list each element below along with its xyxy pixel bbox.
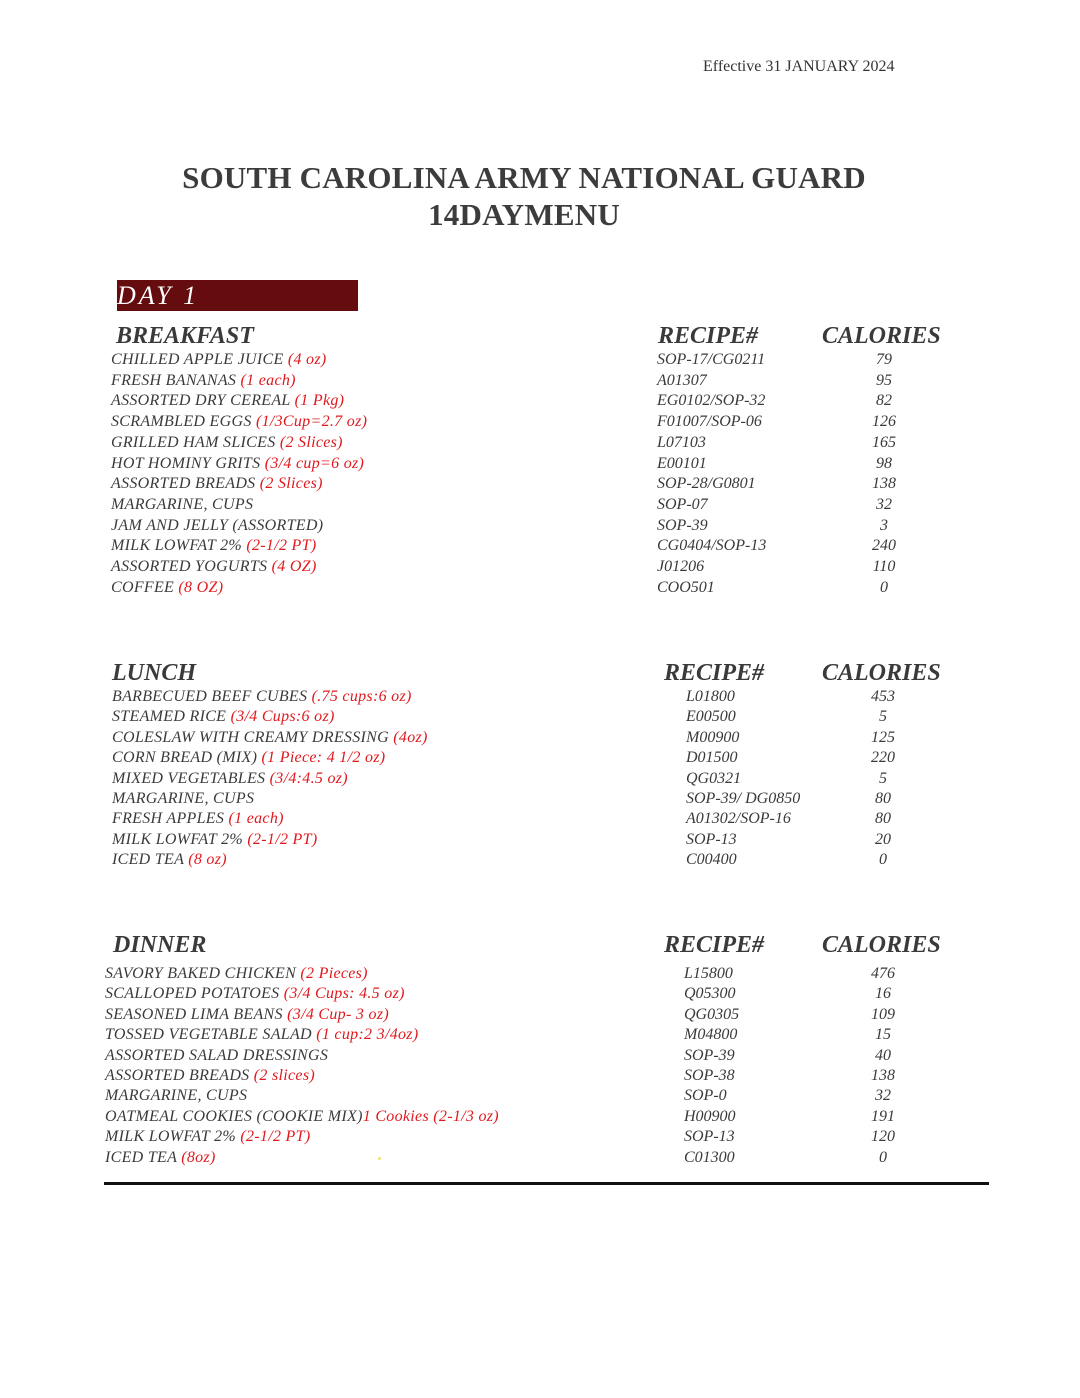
dinner-calories: 476 <box>871 965 895 982</box>
breakfast-item <box>111 517 323 535</box>
breakfast-recipe-number: L07103 <box>657 434 706 451</box>
lunch-recipe-number: C00400 <box>686 851 737 868</box>
breakfast-item <box>111 372 296 390</box>
breakfast-calories: 165 <box>872 434 896 451</box>
dinner-calories: 40 <box>875 1047 891 1064</box>
item-quantity: (1 each) <box>240 372 296 389</box>
breakfast-item <box>111 475 323 493</box>
dinner-calories: 32 <box>875 1087 891 1104</box>
lunch-item <box>112 729 428 747</box>
lunch-item <box>112 831 317 849</box>
item-name: HOT HOMINY GRITS <box>111 455 265 472</box>
dinner-item <box>105 1006 389 1024</box>
lunch-calories: 0 <box>879 851 887 868</box>
breakfast-heading: BREAKFAST <box>116 323 254 349</box>
stray-mark <box>378 1157 381 1160</box>
dinner-recipe-number: SOP-39 <box>684 1047 735 1064</box>
lunch-calories: 453 <box>871 688 895 705</box>
item-name: ICED TEA <box>112 851 189 868</box>
breakfast-recipe-number: COO501 <box>657 579 715 596</box>
lunch-recipe-header: RECIPE# <box>664 660 765 686</box>
item-name: ASSORTED BREADS <box>105 1067 254 1084</box>
bottom-rule <box>104 1182 989 1185</box>
item-quantity: (2-1/2 PT) <box>246 537 317 554</box>
item-name: STEAMED RICE <box>112 708 231 725</box>
item-quantity: (4oz) <box>393 729 428 746</box>
dinner-recipe-number: M04800 <box>684 1026 738 1043</box>
item-name: SCALLOPED POTATOES <box>105 985 284 1002</box>
item-name: SCRAMBLED EGGS <box>111 413 256 430</box>
item-quantity: (8 oz) <box>188 851 227 868</box>
lunch-item <box>112 770 348 788</box>
item-name: MILK LOWFAT 2% <box>112 831 248 848</box>
item-quantity: (2 Pieces) <box>300 965 368 982</box>
item-name: MILK LOWFAT 2% <box>111 537 247 554</box>
item-quantity: (2-1/2 PT) <box>247 831 318 848</box>
breakfast-calories-header: CALORIES <box>822 323 941 349</box>
item-name: ASSORTED BREADS <box>111 475 260 492</box>
breakfast-item <box>111 455 364 473</box>
lunch-item <box>112 708 335 726</box>
breakfast-calories: 0 <box>880 579 888 596</box>
breakfast-calories: 110 <box>872 558 896 575</box>
breakfast-recipe-number: A01307 <box>657 372 707 389</box>
breakfast-item <box>111 537 316 555</box>
dinner-calories: 16 <box>875 985 891 1002</box>
breakfast-calories: 138 <box>872 475 896 492</box>
lunch-item <box>112 790 254 808</box>
dinner-item <box>105 1108 499 1126</box>
lunch-recipe-number: L01800 <box>686 688 735 705</box>
item-quantity: (4 oz) <box>287 351 327 368</box>
lunch-calories-header: CALORIES <box>822 660 941 686</box>
page-title: SOUTH CAROLINA ARMY NATIONAL GUARD <box>182 160 866 195</box>
item-name: JAM AND JELLY (ASSORTED) <box>111 517 324 534</box>
item-name: BARBECUED BEEF CUBES <box>112 688 312 705</box>
dinner-recipe-number: L15800 <box>684 965 733 982</box>
page-subtitle: 14DAYMENU <box>428 197 620 232</box>
dinner-recipe-number: SOP-13 <box>684 1128 735 1145</box>
lunch-calories: 125 <box>871 729 895 746</box>
lunch-heading: LUNCH <box>112 660 196 686</box>
dinner-item <box>105 965 368 983</box>
lunch-calories: 5 <box>879 708 887 725</box>
breakfast-item <box>111 434 343 452</box>
dinner-recipe-number: H00900 <box>684 1108 736 1125</box>
lunch-item <box>112 688 412 706</box>
dinner-recipe-number: SOP-38 <box>684 1067 735 1084</box>
lunch-recipe-number: SOP-13 <box>686 831 737 848</box>
breakfast-recipe-number: SOP-28/G0801 <box>657 475 756 492</box>
dinner-recipe-number: SOP-0 <box>684 1087 727 1104</box>
lunch-item <box>112 851 227 869</box>
item-name: OATMEAL COOKIES (COOKIE MIX) <box>105 1108 363 1125</box>
breakfast-recipe-number: SOP-39 <box>657 517 708 534</box>
item-quantity: (3/4 Cup- 3 oz) <box>287 1006 389 1023</box>
lunch-recipe-number: QG0321 <box>686 770 742 787</box>
item-name: ASSORTED SALAD DRESSINGS <box>105 1047 329 1064</box>
dinner-item <box>105 1067 315 1085</box>
dinner-calories: 191 <box>871 1108 895 1125</box>
item-quantity: (3/4 Cups:6 oz) <box>230 708 335 725</box>
breakfast-recipe-number: EG0102/SOP-32 <box>657 392 766 409</box>
dinner-calories: 109 <box>871 1006 895 1023</box>
dinner-calories: 15 <box>875 1026 891 1043</box>
item-name: CHILLED APPLE JUICE <box>111 351 288 368</box>
item-quantity: (1 each) <box>228 810 284 827</box>
breakfast-recipe-number: J01206 <box>657 558 705 575</box>
item-quantity: (4 OZ) <box>271 558 317 575</box>
breakfast-recipe-number: E00101 <box>657 455 707 472</box>
item-name: ASSORTED DRY CEREAL <box>111 392 295 409</box>
dinner-item <box>105 985 405 1003</box>
item-quantity: (1 Piece: 4 1/2 oz) <box>261 749 386 766</box>
item-quantity: (2 slices) <box>253 1067 315 1084</box>
item-name: COLESLAW WITH CREAMY DRESSING <box>112 729 394 746</box>
item-name: ASSORTED YOGURTS <box>111 558 272 575</box>
item-name: SAVORY BAKED CHICKEN <box>105 965 301 982</box>
item-quantity: (1/3Cup=2.7 oz) <box>255 413 368 430</box>
item-name: TOSSED VEGETABLE SALAD <box>105 1026 317 1043</box>
item-name: FRESH BANANAS <box>111 372 241 389</box>
item-quantity: (1 Pkg) <box>294 392 345 409</box>
item-quantity: (8 OZ) <box>178 579 224 596</box>
breakfast-recipe-number: SOP-07 <box>657 496 708 513</box>
lunch-calories: 20 <box>875 831 891 848</box>
dinner-calories-header: CALORIES <box>822 932 941 958</box>
dinner-recipe-header: RECIPE# <box>664 932 765 958</box>
dinner-item <box>105 1128 310 1146</box>
item-name: CORN BREAD (MIX) <box>112 749 262 766</box>
item-quantity: (3/4 Cups: 4.5 oz) <box>283 985 405 1002</box>
item-quantity: (8oz) <box>181 1149 216 1166</box>
breakfast-recipe-number: SOP-17/CG0211 <box>657 351 766 368</box>
dinner-calories: 0 <box>879 1149 887 1166</box>
dinner-recipe-number: Q05300 <box>684 985 736 1002</box>
breakfast-item <box>111 413 367 431</box>
item-quantity: (2-1/2 PT) <box>240 1128 311 1145</box>
effective-date: Effective 31 JANUARY 2024 <box>703 58 895 75</box>
breakfast-calories: 3 <box>880 517 888 534</box>
lunch-recipe-number: D01500 <box>686 749 738 766</box>
dinner-recipe-number: C01300 <box>684 1149 735 1166</box>
item-quantity: 1 Cookies (2-1/3 oz) <box>362 1108 499 1125</box>
item-name: FRESH APPLES <box>112 810 229 827</box>
breakfast-calories: 95 <box>876 372 892 389</box>
dinner-calories: 120 <box>871 1128 895 1145</box>
dinner-recipe-number: QG0305 <box>684 1006 740 1023</box>
breakfast-recipe-header: RECIPE# <box>658 323 759 349</box>
item-name: MILK LOWFAT 2% <box>105 1128 241 1145</box>
lunch-recipe-number: M00900 <box>686 729 740 746</box>
dinner-heading: DINNER <box>113 932 207 958</box>
lunch-calories: 5 <box>879 770 887 787</box>
dinner-item <box>105 1149 216 1167</box>
lunch-item <box>112 749 385 767</box>
item-quantity: (3/4:4.5 oz) <box>269 770 348 787</box>
breakfast-calories: 82 <box>876 392 892 409</box>
lunch-calories: 80 <box>875 790 891 807</box>
breakfast-recipe-number: CG0404/SOP-13 <box>657 537 767 554</box>
item-name: SEASONED LIMA BEANS <box>105 1006 288 1023</box>
lunch-calories: 220 <box>871 749 895 766</box>
breakfast-item <box>111 351 327 369</box>
item-name: MARGARINE, CUPS <box>111 496 254 513</box>
breakfast-item <box>111 496 253 514</box>
breakfast-calories: 126 <box>872 413 896 430</box>
item-name: ICED TEA <box>105 1149 182 1166</box>
dinner-calories: 138 <box>871 1067 895 1084</box>
dinner-item <box>105 1026 418 1044</box>
lunch-calories: 80 <box>875 810 891 827</box>
breakfast-calories: 32 <box>876 496 892 513</box>
lunch-recipe-number: SOP-39/ DG0850 <box>686 790 801 807</box>
item-quantity: (2 Slices) <box>279 434 343 451</box>
breakfast-calories: 98 <box>876 455 892 472</box>
item-name: MARGARINE, CUPS <box>105 1087 248 1104</box>
dinner-item <box>105 1087 247 1105</box>
day-banner <box>117 280 358 311</box>
breakfast-calories: 240 <box>872 537 896 554</box>
lunch-recipe-number: A01302/SOP-16 <box>686 810 791 827</box>
breakfast-recipe-number: F01007/SOP-06 <box>657 413 762 430</box>
breakfast-item <box>111 579 223 597</box>
breakfast-item <box>111 392 344 410</box>
item-name: MIXED VEGETABLES <box>112 770 270 787</box>
item-quantity: (1 cup:2 3/4oz) <box>316 1026 419 1043</box>
item-quantity: (2 Slices) <box>259 475 323 492</box>
day-label: DAY 1 <box>117 281 200 310</box>
item-name: GRILLED HAM SLICES <box>111 434 280 451</box>
lunch-item <box>112 810 284 828</box>
item-name: MARGARINE, CUPS <box>112 790 255 807</box>
dinner-item <box>105 1047 328 1065</box>
breakfast-calories: 79 <box>876 351 892 368</box>
item-quantity: (.75 cups:6 oz) <box>311 688 412 705</box>
lunch-recipe-number: E00500 <box>686 708 736 725</box>
item-name: COFFEE <box>111 579 179 596</box>
item-quantity: (3/4 cup=6 oz) <box>264 455 365 472</box>
breakfast-item <box>111 558 317 576</box>
